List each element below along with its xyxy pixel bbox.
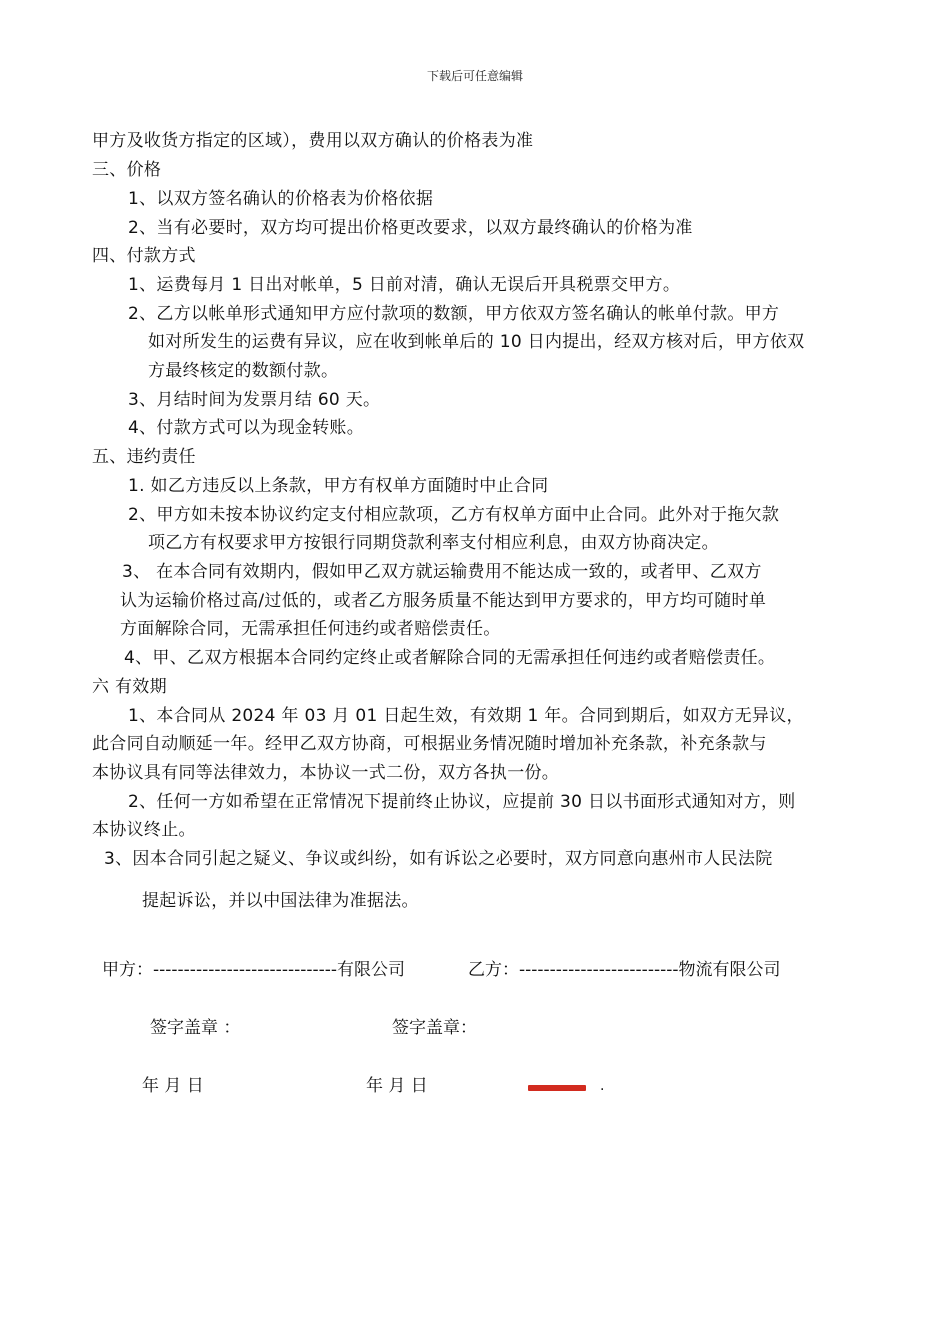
list-item: 2、任何一方如希望在正常情况下提前终止协议，应提前 30 日以书面形式通知对方，则 bbox=[128, 792, 796, 812]
list-item-continued: 认为运输价格过高/过低的，或者乙方服务质量不能达到甲方要求的，甲方均可随时单 bbox=[120, 591, 767, 611]
party-b-name: 乙方：--------------------------物流有限公司 bbox=[468, 960, 781, 980]
list-item-continued: 项乙方有权要求甲方按银行同期贷款利率支付相应利息，由双方协商决定。 bbox=[148, 533, 719, 553]
list-item-continued: 此合同自动顺延一年。经甲乙双方协商，可根据业务情况随时增加补充条款，补充条款与 bbox=[92, 734, 767, 754]
page-header: 下载后可任意编辑 bbox=[426, 69, 523, 83]
list-item: 2、甲方如未按本协议约定支付相应款项，乙方有权单方面中止合同。此外对于拖欠款 bbox=[128, 505, 780, 525]
party-a-date: 年 月 日 bbox=[142, 1076, 204, 1096]
list-item: 3、 在本合同有效期内，假如甲乙双方就运输费用不能达成一致的，或者甲、乙双方 bbox=[122, 562, 762, 582]
trailing-dot: . bbox=[600, 1078, 605, 1094]
list-item: 4、付款方式可以为现金转账。 bbox=[128, 418, 365, 438]
list-item: 3、因本合同引起之疑义、争议或纠纷，如有诉讼之必要时，双方同意向惠州市人民法院 bbox=[104, 849, 773, 869]
list-item: 3、月结时间为发票月结 60 天。 bbox=[128, 390, 381, 410]
party-a-name: 甲方：------------------------------有限公司 bbox=[102, 960, 406, 980]
list-item-continued: 方最终核定的数额付款。 bbox=[148, 361, 339, 381]
text-line: 甲方及收货方指定的区域），费用以双方确认的价格表为准 bbox=[92, 131, 534, 151]
list-item: 2、乙方以帐单形式通知甲方应付款项的数额，甲方依双方签名确认的帐单付款。甲方 bbox=[128, 304, 780, 324]
list-item: 2、当有必要时，双方均可提出价格更改要求，以双方最终确认的价格为准 bbox=[128, 218, 693, 238]
section-heading-payment: 四、付款方式 bbox=[92, 246, 196, 266]
list-item: 1、以双方签名确认的价格表为价格依据 bbox=[128, 189, 434, 209]
list-item-continued: 如对所发生的运费有异议，应在收到帐单后的 10 日内提出，经双方核对后，甲方依双 bbox=[148, 332, 805, 352]
list-item-continued: 提起诉讼，并以中国法律为准据法。 bbox=[142, 891, 419, 911]
list-item-continued: 方面解除合同，无需承担任何违约或者赔偿责任。 bbox=[120, 619, 501, 639]
list-item: 1、运费每月 1 日出对帐单，5 日前对清，确认无误后开具税票交甲方。 bbox=[128, 275, 681, 295]
section-heading-price: 三、价格 bbox=[92, 160, 162, 180]
section-heading-validity: 六 有效期 bbox=[92, 677, 167, 697]
section-heading-liability: 五、违约责任 bbox=[92, 447, 196, 467]
party-b-date: 年 月 日 bbox=[366, 1076, 428, 1096]
party-a-seal-label: 签字盖章 ： bbox=[150, 1018, 241, 1038]
list-item: 1、本合同从 2024 年 03 月 01 日起生效，有效期 1 年。合同到期后，如双方无异议， bbox=[128, 706, 804, 726]
party-b-seal-label: 签字盖章： bbox=[392, 1018, 477, 1038]
list-item-continued: 本协议具有同等法律效力，本协议一式二份，双方各执一份。 bbox=[92, 763, 560, 783]
list-item-continued: 本协议终止。 bbox=[92, 820, 196, 840]
red-mark bbox=[528, 1085, 586, 1091]
list-item: 1. 如乙方违反以上条款，甲方有权单方面随时中止合同 bbox=[128, 476, 549, 496]
list-item: 4、甲、乙双方根据本合同约定终止或者解除合同的无需承担任何违约或者赔偿责任。 bbox=[124, 648, 776, 668]
